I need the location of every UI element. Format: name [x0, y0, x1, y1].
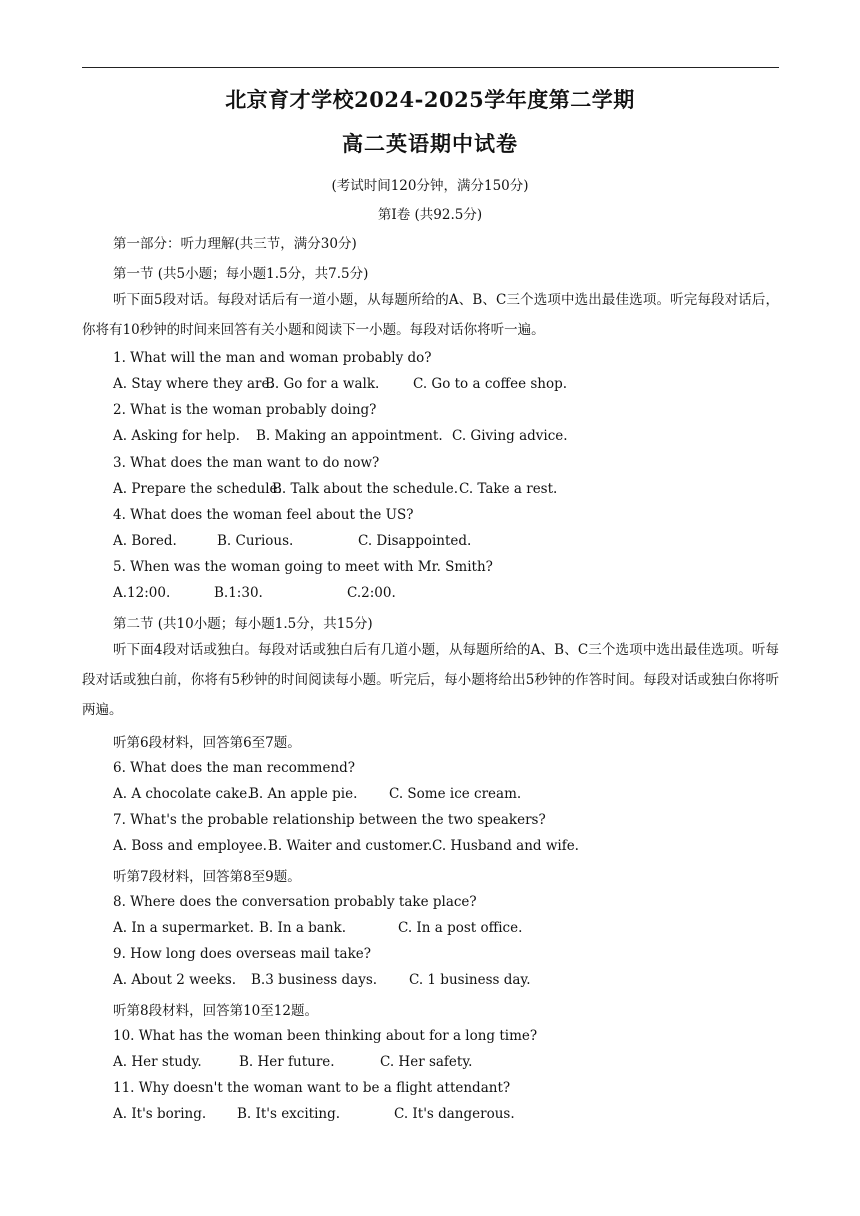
q4-option-a: A. Bored.	[113, 533, 177, 549]
question-5: 5. When was the woman going to meet with Mr. Smith?	[113, 559, 493, 575]
section2-heading: 第二节 (共10小题；每小题1.5分，共15分)	[113, 616, 373, 632]
q10-option-c: C. Her safety.	[380, 1054, 473, 1070]
q5-option-a: A.12:00.	[113, 585, 171, 601]
q1-option-b: B. Go for a walk.	[265, 376, 380, 392]
q8-option-b: B. In a bank.	[259, 920, 347, 936]
q1-option-c: C. Go to a coffee shop.	[413, 376, 568, 392]
q10-option-b: B. Her future.	[239, 1054, 335, 1070]
section2-instructions: 听下面4段对话或独白。每段对话或独白后有几道小题，从每题所给的A、B、C三个选项中选出最佳选项。听每段对话或独白前，你将有5秒钟的时间阅读每小题。听完后，每小题将给出5秒钟的作答时间。每段对话或独白你将听两遍。	[82, 642, 779, 718]
q2-option-c: C. Giving advice.	[452, 428, 568, 444]
q8-option-a: A. In a supermarket.	[113, 920, 254, 936]
material-8-heading: 听第8段材料，回答第10至12题。	[113, 1003, 318, 1019]
q8-option-c: C. In a post office.	[398, 920, 523, 936]
q3-option-c: C. Take a rest.	[459, 481, 558, 497]
q9-option-b: B.3 business days.	[251, 972, 378, 988]
material-6-heading: 听第6段材料，回答第6至7题。	[113, 735, 301, 751]
q1-option-a: A. Stay where they are.	[113, 376, 274, 392]
q3-option-a: A. Prepare the schedule.	[113, 481, 282, 497]
part1-heading: 第一部分：听力理解(共三节，满分30分)	[113, 236, 357, 252]
q9-option-a: A. About 2 weeks.	[113, 972, 237, 988]
q11-option-c: C. It's dangerous.	[394, 1106, 515, 1122]
q4-option-c: C. Disappointed.	[358, 533, 472, 549]
q7-option-b: B. Waiter and customer.	[268, 838, 433, 854]
q7-option-a: A. Boss and employee.	[113, 838, 267, 854]
question-9: 9. How long does overseas mail take?	[113, 946, 372, 962]
q4-option-b: B. Curious.	[217, 533, 294, 549]
question-6: 6. What does the man recommend?	[113, 760, 356, 776]
q2-option-b: B. Making an appointment.	[256, 428, 443, 444]
question-11: 11. Why doesn't the woman want to be a flight attendant?	[113, 1080, 511, 1096]
q6-option-b: B. An apple pie.	[249, 786, 358, 802]
q6-option-c: C. Some ice cream.	[389, 786, 522, 802]
q5-option-c: C.2:00.	[347, 585, 396, 601]
section1-heading: 第一节 (共5小题；每小题1.5分，共7.5分)	[113, 266, 369, 282]
q6-option-a: A. A chocolate cake.	[113, 786, 252, 802]
header-rule	[82, 67, 779, 68]
question-1: 1. What will the man and woman probably do?	[113, 350, 432, 366]
q2-option-a: A. Asking for help.	[113, 428, 240, 444]
question-10: 10. What has the woman been thinking about for a long time?	[113, 1028, 538, 1044]
question-4: 4. What does the woman feel about the US?	[113, 507, 414, 523]
q3-option-b: B. Talk about the schedule.	[272, 481, 459, 497]
material-7-heading: 听第7段材料，回答第8至9题。	[113, 869, 301, 885]
question-7: 7. What's the probable relationship between the two speakers?	[113, 812, 546, 828]
question-3: 3. What does the man want to do now?	[113, 455, 380, 471]
exam-title: 北京育才学校2024-2025学年度第二学期	[225, 87, 635, 112]
question-8: 8. Where does the conversation probably take place?	[113, 894, 477, 910]
q11-option-b: B. It's exciting.	[237, 1106, 341, 1122]
q5-option-b: B.1:30.	[214, 585, 263, 601]
q10-option-a: A. Her study.	[113, 1054, 202, 1070]
q9-option-c: C. 1 business day.	[409, 972, 531, 988]
q11-option-a: A. It's boring.	[113, 1106, 207, 1122]
q7-option-c: C. Husband and wife.	[432, 838, 579, 854]
exam-info: (考试时间120分钟，满分150分)	[331, 178, 529, 194]
section1-instructions: 听下面5段对话。每段对话后有一道小题，从每题所给的A、B、C三个选项中选出最佳选项。听完每段对话后，你将有10秒钟的时间来回答有关小题和阅读下一小题。每段对话你将听一遍。	[82, 292, 779, 338]
exam-subtitle: 高二英语期中试卷	[342, 131, 518, 156]
question-2: 2. What is the woman probably doing?	[113, 402, 377, 418]
volume-heading: 第Ⅰ卷 (共92.5分)	[377, 207, 483, 223]
